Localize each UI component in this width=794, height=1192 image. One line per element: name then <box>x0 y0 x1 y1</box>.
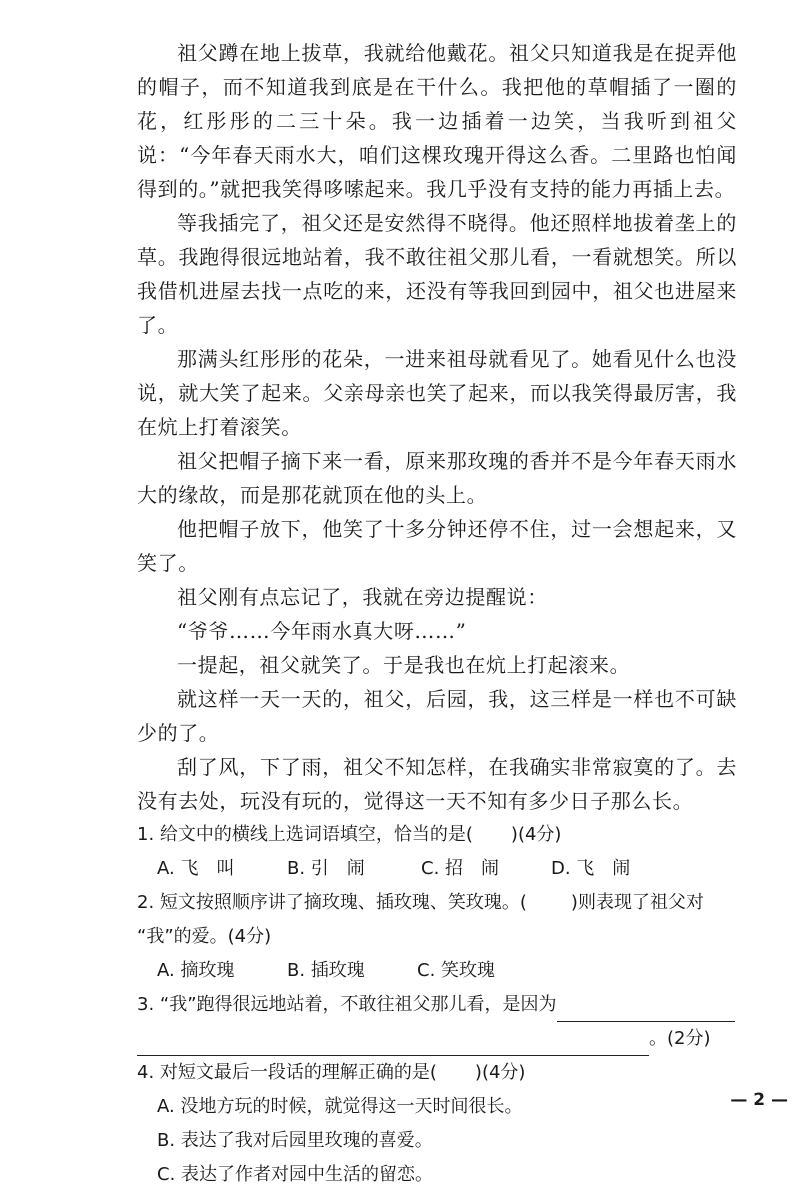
question-3 <box>137 988 737 1056</box>
question-1 <box>137 818 737 886</box>
option-b[interactable]: B. 表达了我对后园里玫瑰的喜爱。 <box>157 1130 433 1151</box>
reading-section <box>137 36 737 1192</box>
passage-paragraph-2: 等我插完了，祖父还是安然得不晓得。他还照样地拔着垄上的草。我跑得很远地站着，我不敢往祖父那儿看，一看就想笑。所以我借机进屋去找一点吃的来，还没有等我回到园中，祖父也进屋来了。 <box>137 211 737 337</box>
passage-paragraph-5: 他把帽子放下，他笑了十多分钟还停不住，过一会想起来，又笑了。 <box>137 517 737 575</box>
question-3-line2: 。(2分) <box>137 1022 737 1056</box>
passage-paragraph-6: 祖父刚有点忘记了，我就在旁边提醒说： <box>177 585 548 609</box>
answer-blank-line-2[interactable] <box>137 1033 649 1056</box>
passage-paragraph-10: 刮了风，下了雨，祖父不知怎样，在我确实非常寂寞的了。去没有去处，玩没有玩的，觉得这一天不知有多少日子那么长。 <box>137 755 737 813</box>
passage-paragraph-8: 一提起，祖父就笑了。于是我也在炕上打起滚来。 <box>177 653 631 677</box>
option-c[interactable]: C. 招 闹 <box>421 858 500 879</box>
question-4 <box>137 1056 737 1192</box>
passage-paragraph-1: 祖父蹲在地上拔草，我就给他戴花。祖父只知道我是在捉弄他的帽子，而不知道我到底是在干什么。我把他的草帽插了一圈的花，红彤彤的二三十朵。我一边插着一边笑，当我听到祖父说：“今年春天雨水大，咱们这棵玫瑰开得这么香。二里路也怕闻得到的。”就把我笑得哆嗦起来。我几乎没有支持的能力再插上去。 <box>137 41 737 201</box>
page-number: — 2 — <box>730 1090 788 1110</box>
option-a[interactable]: A. 摘玫瑰 <box>157 960 235 981</box>
question-2 <box>137 886 737 988</box>
question-3-stem: 3. “我”跑得很远地站着，不敢往祖父那儿看，是因为 <box>137 988 737 1022</box>
question-2-stem-line2: “我”的爱。(4分) <box>137 926 272 947</box>
option-b[interactable]: B. 插玫瑰 <box>287 960 365 981</box>
option-c[interactable]: C. 笑玫瑰 <box>417 960 496 981</box>
question-2-stem: 2. 短文按照顺序讲了摘玫瑰、插玫瑰、笑玫瑰。( )则表现了祖父对 <box>137 892 704 913</box>
passage-paragraph-7: “爷爷……今年雨水真大呀……” <box>177 619 467 643</box>
question-1-options <box>157 852 737 886</box>
option-b[interactable]: B. 引 闹 <box>287 858 365 879</box>
question-1-stem: 1. 给文中的横线上选词语填空，恰当的是( )(4分) <box>137 824 562 845</box>
option-a[interactable]: A. 飞 叫 <box>157 858 235 879</box>
passage-paragraph-3: 那满头红彤彤的花朵，一进来祖母就看见了。她看见什么也没说，就大笑了起来。父亲母亲也笑了起来，而以我笑得最厉害，我在炕上打着滚笑。 <box>137 347 737 439</box>
question-4-stem: 4. 对短文最后一段话的理解正确的是( )(4分) <box>137 1062 526 1083</box>
option-a[interactable]: A. 没地方玩的时候，就觉得这一天时间很长。 <box>157 1096 523 1117</box>
passage-paragraph-4: 祖父把帽子摘下来一看，原来那玫瑰的香并不是今年春天雨水大的缘故，而是那花就顶在他的头上。 <box>137 449 737 507</box>
question-2-options <box>157 954 737 988</box>
answer-blank-line[interactable] <box>557 999 735 1022</box>
option-c[interactable]: C. 表达了作者对园中生活的留恋。 <box>157 1164 434 1185</box>
passage-paragraph-9: 就这样一天一天的，祖父，后园，我，这三样是一样也不可缺少的了。 <box>137 687 737 745</box>
option-d[interactable]: D. 飞 闹 <box>551 858 631 879</box>
